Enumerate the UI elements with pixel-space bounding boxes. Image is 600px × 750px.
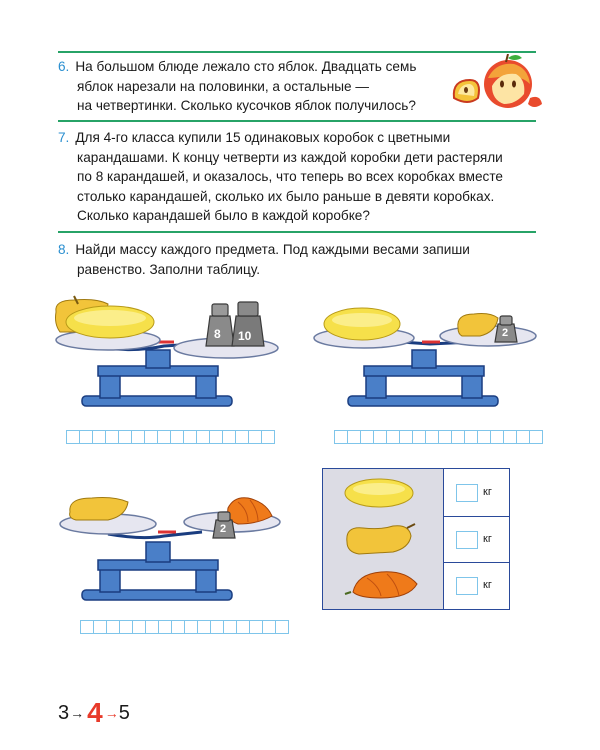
answer-row-1[interactable] — [66, 430, 274, 444]
task-number: 6. — [58, 59, 70, 74]
answer-row-2[interactable] — [334, 430, 542, 444]
task-6 — [58, 57, 416, 116]
arrow-right-icon: → — [70, 705, 85, 721]
page-next[interactable]: 5 — [118, 701, 130, 724]
mass-input[interactable] — [456, 484, 478, 502]
table-picture — [323, 469, 444, 516]
scale-3 — [52, 494, 292, 608]
answer-cells[interactable] — [66, 430, 274, 444]
unit-label: кг — [483, 486, 492, 498]
page-prev[interactable]: 3 — [58, 701, 70, 724]
task-line: Для 4-го класса купили 15 одинаковых коробок с цветными — [75, 130, 451, 145]
unit-label: кг — [483, 579, 492, 592]
task-line: карандашами. К концу четверти из каждой коробки дети растеряли — [77, 149, 503, 165]
rule-mid-1 — [58, 120, 536, 122]
task-number: 8. — [58, 242, 70, 257]
rule-mid-2 — [58, 231, 536, 233]
mass-input[interactable] — [456, 577, 478, 595]
answer-row-3[interactable] — [80, 620, 288, 634]
weight-group-1 — [200, 300, 272, 348]
table-row-melon — [323, 469, 509, 517]
page-navigation — [58, 697, 130, 729]
answer-cells[interactable] — [334, 430, 542, 444]
mass-input[interactable] — [456, 531, 478, 549]
task-line: яблок нарезали на половинки, а остальные — — [77, 78, 369, 94]
task-number: 7. — [58, 130, 70, 145]
task-line: на четвертинки. Сколько кусочков яблок получилось? — [77, 98, 416, 113]
task-8 — [58, 240, 470, 279]
answer-cells[interactable] — [80, 620, 288, 634]
weight-group-2 — [492, 314, 520, 344]
task-7 — [58, 128, 503, 226]
weight-label: 2 — [502, 327, 509, 339]
table-picture — [323, 562, 444, 609]
mass-table — [322, 468, 510, 610]
weight-icon — [200, 300, 272, 348]
arrow-right-icon: → — [104, 705, 119, 721]
table-row-pumpkin — [323, 562, 509, 609]
pumpkin-icon — [323, 562, 443, 608]
weight-label: 2 — [220, 523, 227, 535]
rule-top — [58, 51, 536, 53]
task-line: столько карандашей, сколько их было раньше в девяти коробках. — [77, 188, 495, 204]
melon-icon — [323, 469, 443, 515]
unit-label: кг — [483, 532, 492, 545]
table-picture — [323, 516, 444, 563]
weight-group-3 — [210, 510, 238, 540]
task-line: На большом блюде лежало сто яблок. Двадцать семь — [75, 59, 417, 74]
task-line: по 8 карандашей, и оказалось, что теперь во всех коробках вместе — [77, 169, 503, 184]
task-line: Найди массу каждого предмета. Под каждыми весами запиши — [75, 242, 470, 257]
pear-icon — [323, 516, 443, 562]
task-line: Сколько карандашей было в каждой коробке? — [77, 208, 370, 223]
page-current: 4 — [87, 697, 103, 728]
task-line: равенство. Заполни таблицу. — [77, 261, 260, 277]
weight-label: 10 — [238, 329, 252, 343]
table-row-pear — [323, 516, 509, 564]
weight-label: 8 — [214, 327, 221, 341]
apples-illustration — [448, 54, 544, 114]
